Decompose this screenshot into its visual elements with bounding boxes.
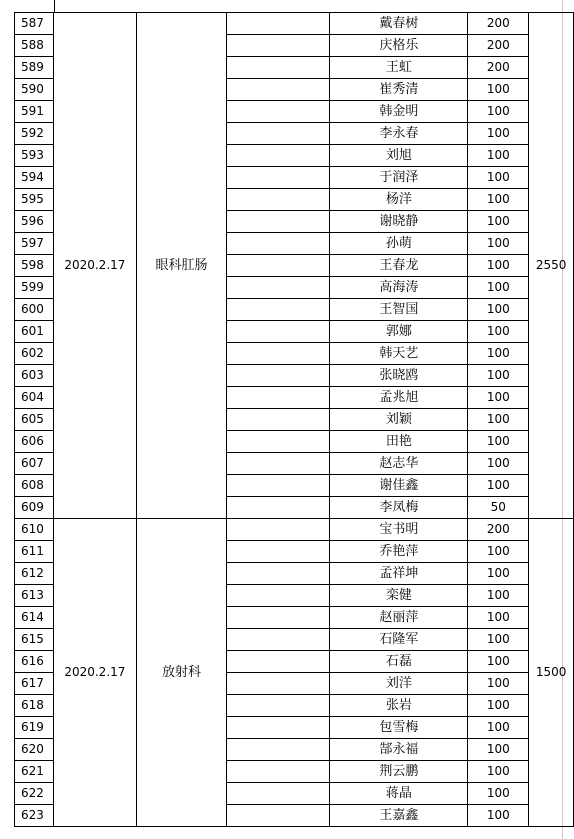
blank-cell [227, 57, 330, 79]
row-number: 610 [15, 519, 54, 541]
row-number: 600 [15, 299, 54, 321]
amount: 200 [468, 57, 529, 79]
row-number: 616 [15, 651, 54, 673]
person-name: 赵志华 [330, 453, 468, 475]
person-name: 田艳 [330, 431, 468, 453]
person-name: 包雪梅 [330, 717, 468, 739]
person-name: 刘旭 [330, 145, 468, 167]
amount: 100 [468, 585, 529, 607]
row-number: 591 [15, 101, 54, 123]
amount: 100 [468, 695, 529, 717]
blank-cell [227, 651, 330, 673]
blank-cell [227, 101, 330, 123]
amount: 100 [468, 431, 529, 453]
blank-cell [227, 607, 330, 629]
blank-cell [227, 805, 330, 827]
blank-cell [227, 79, 330, 101]
blank-cell [227, 585, 330, 607]
row-number: 619 [15, 717, 54, 739]
amount: 100 [468, 739, 529, 761]
amount: 100 [468, 783, 529, 805]
blank-cell [227, 387, 330, 409]
blank-cell [227, 123, 330, 145]
row-number: 590 [15, 79, 54, 101]
row-number: 612 [15, 563, 54, 585]
amount: 100 [468, 607, 529, 629]
row-number: 592 [15, 123, 54, 145]
table-row [15, 13, 574, 35]
row-number: 621 [15, 761, 54, 783]
amount: 100 [468, 761, 529, 783]
table-row [15, 519, 574, 541]
amount: 100 [468, 387, 529, 409]
blank-cell [227, 343, 330, 365]
row-number: 617 [15, 673, 54, 695]
blank-cell [227, 541, 330, 563]
row-number: 589 [15, 57, 54, 79]
person-name: 王智国 [330, 299, 468, 321]
amount: 100 [468, 211, 529, 233]
row-number: 597 [15, 233, 54, 255]
person-name: 王虹 [330, 57, 468, 79]
person-name: 李永春 [330, 123, 468, 145]
person-name: 杨洋 [330, 189, 468, 211]
row-number: 609 [15, 497, 54, 519]
amount: 100 [468, 475, 529, 497]
person-name: 韩金明 [330, 101, 468, 123]
amount: 100 [468, 145, 529, 167]
person-name: 宝书明 [330, 519, 468, 541]
amount: 100 [468, 717, 529, 739]
blank-cell [227, 431, 330, 453]
group-date: 2020.2.17 [54, 519, 136, 827]
group-department: 放射科 [136, 519, 227, 827]
row-number: 587 [15, 13, 54, 35]
amount: 100 [468, 233, 529, 255]
row-number: 620 [15, 739, 54, 761]
blank-cell [227, 189, 330, 211]
amount: 100 [468, 673, 529, 695]
person-name: 荆云鹏 [330, 761, 468, 783]
person-name: 韩天艺 [330, 343, 468, 365]
amount: 200 [468, 13, 529, 35]
person-name: 栾健 [330, 585, 468, 607]
row-number: 603 [15, 365, 54, 387]
person-name: 刘颖 [330, 409, 468, 431]
row-number: 602 [15, 343, 54, 365]
amount: 100 [468, 167, 529, 189]
person-name: 于润泽 [330, 167, 468, 189]
blank-cell [227, 695, 330, 717]
row-number: 618 [15, 695, 54, 717]
blank-cell [227, 563, 330, 585]
amount: 50 [468, 497, 529, 519]
blank-cell [227, 277, 330, 299]
blank-cell [227, 475, 330, 497]
row-number: 605 [15, 409, 54, 431]
person-name: 刘洋 [330, 673, 468, 695]
amount: 100 [468, 255, 529, 277]
blank-cell [227, 13, 330, 35]
person-name: 石磊 [330, 651, 468, 673]
amount: 100 [468, 541, 529, 563]
person-name: 孙萌 [330, 233, 468, 255]
amount: 100 [468, 101, 529, 123]
person-name: 张岩 [330, 695, 468, 717]
row-number: 593 [15, 145, 54, 167]
amount: 100 [468, 563, 529, 585]
blank-cell [227, 145, 330, 167]
person-name: 孟祥坤 [330, 563, 468, 585]
blank-cell [227, 673, 330, 695]
row-number: 595 [15, 189, 54, 211]
blank-cell [227, 321, 330, 343]
person-name: 戴春树 [330, 13, 468, 35]
person-name: 郜永福 [330, 739, 468, 761]
row-number: 607 [15, 453, 54, 475]
blank-cell [227, 453, 330, 475]
amount: 100 [468, 629, 529, 651]
amount: 200 [468, 519, 529, 541]
blank-cell [227, 35, 330, 57]
person-name: 张晓鸥 [330, 365, 468, 387]
amount: 100 [468, 343, 529, 365]
person-name: 王春龙 [330, 255, 468, 277]
person-name: 孟兆旭 [330, 387, 468, 409]
row-number: 606 [15, 431, 54, 453]
row-number: 622 [15, 783, 54, 805]
blank-cell [227, 629, 330, 651]
amount: 100 [468, 277, 529, 299]
blank-cell [227, 365, 330, 387]
person-name: 崔秀清 [330, 79, 468, 101]
person-name: 蒋晶 [330, 783, 468, 805]
row-number: 601 [15, 321, 54, 343]
blank-cell [227, 783, 330, 805]
row-number: 599 [15, 277, 54, 299]
person-name: 赵丽萍 [330, 607, 468, 629]
row-number: 608 [15, 475, 54, 497]
person-name: 乔艳萍 [330, 541, 468, 563]
person-name: 郭娜 [330, 321, 468, 343]
person-name: 庆格乐 [330, 35, 468, 57]
top-stub [14, 0, 55, 12]
person-name: 谢晓静 [330, 211, 468, 233]
amount: 100 [468, 453, 529, 475]
amount: 100 [468, 189, 529, 211]
group-total: 1500 [529, 519, 574, 827]
blank-cell [227, 167, 330, 189]
blank-cell [227, 409, 330, 431]
amount: 100 [468, 409, 529, 431]
person-name: 李凤梅 [330, 497, 468, 519]
row-number: 598 [15, 255, 54, 277]
row-number: 588 [15, 35, 54, 57]
blank-cell [227, 233, 330, 255]
row-number: 613 [15, 585, 54, 607]
group-date: 2020.2.17 [54, 13, 136, 519]
amount: 100 [468, 805, 529, 827]
blank-cell [227, 717, 330, 739]
amount: 100 [468, 651, 529, 673]
amount: 100 [468, 321, 529, 343]
row-number: 615 [15, 629, 54, 651]
blank-cell [227, 739, 330, 761]
row-number: 594 [15, 167, 54, 189]
person-name: 王嘉鑫 [330, 805, 468, 827]
group-total: 2550 [529, 13, 574, 519]
blank-cell [227, 255, 330, 277]
blank-cell [227, 211, 330, 233]
blank-cell [227, 761, 330, 783]
amount: 100 [468, 365, 529, 387]
person-name: 石隆军 [330, 629, 468, 651]
person-name: 高海涛 [330, 277, 468, 299]
row-number: 623 [15, 805, 54, 827]
amount: 200 [468, 35, 529, 57]
amount: 100 [468, 79, 529, 101]
row-number: 604 [15, 387, 54, 409]
donation-table [14, 12, 574, 827]
row-number: 596 [15, 211, 54, 233]
row-number: 614 [15, 607, 54, 629]
table-body [15, 13, 574, 827]
blank-cell [227, 519, 330, 541]
row-number: 611 [15, 541, 54, 563]
amount: 100 [468, 299, 529, 321]
person-name: 谢佳鑫 [330, 475, 468, 497]
blank-cell [227, 497, 330, 519]
amount: 100 [468, 123, 529, 145]
group-department: 眼科肛肠 [136, 13, 227, 519]
blank-cell [227, 299, 330, 321]
